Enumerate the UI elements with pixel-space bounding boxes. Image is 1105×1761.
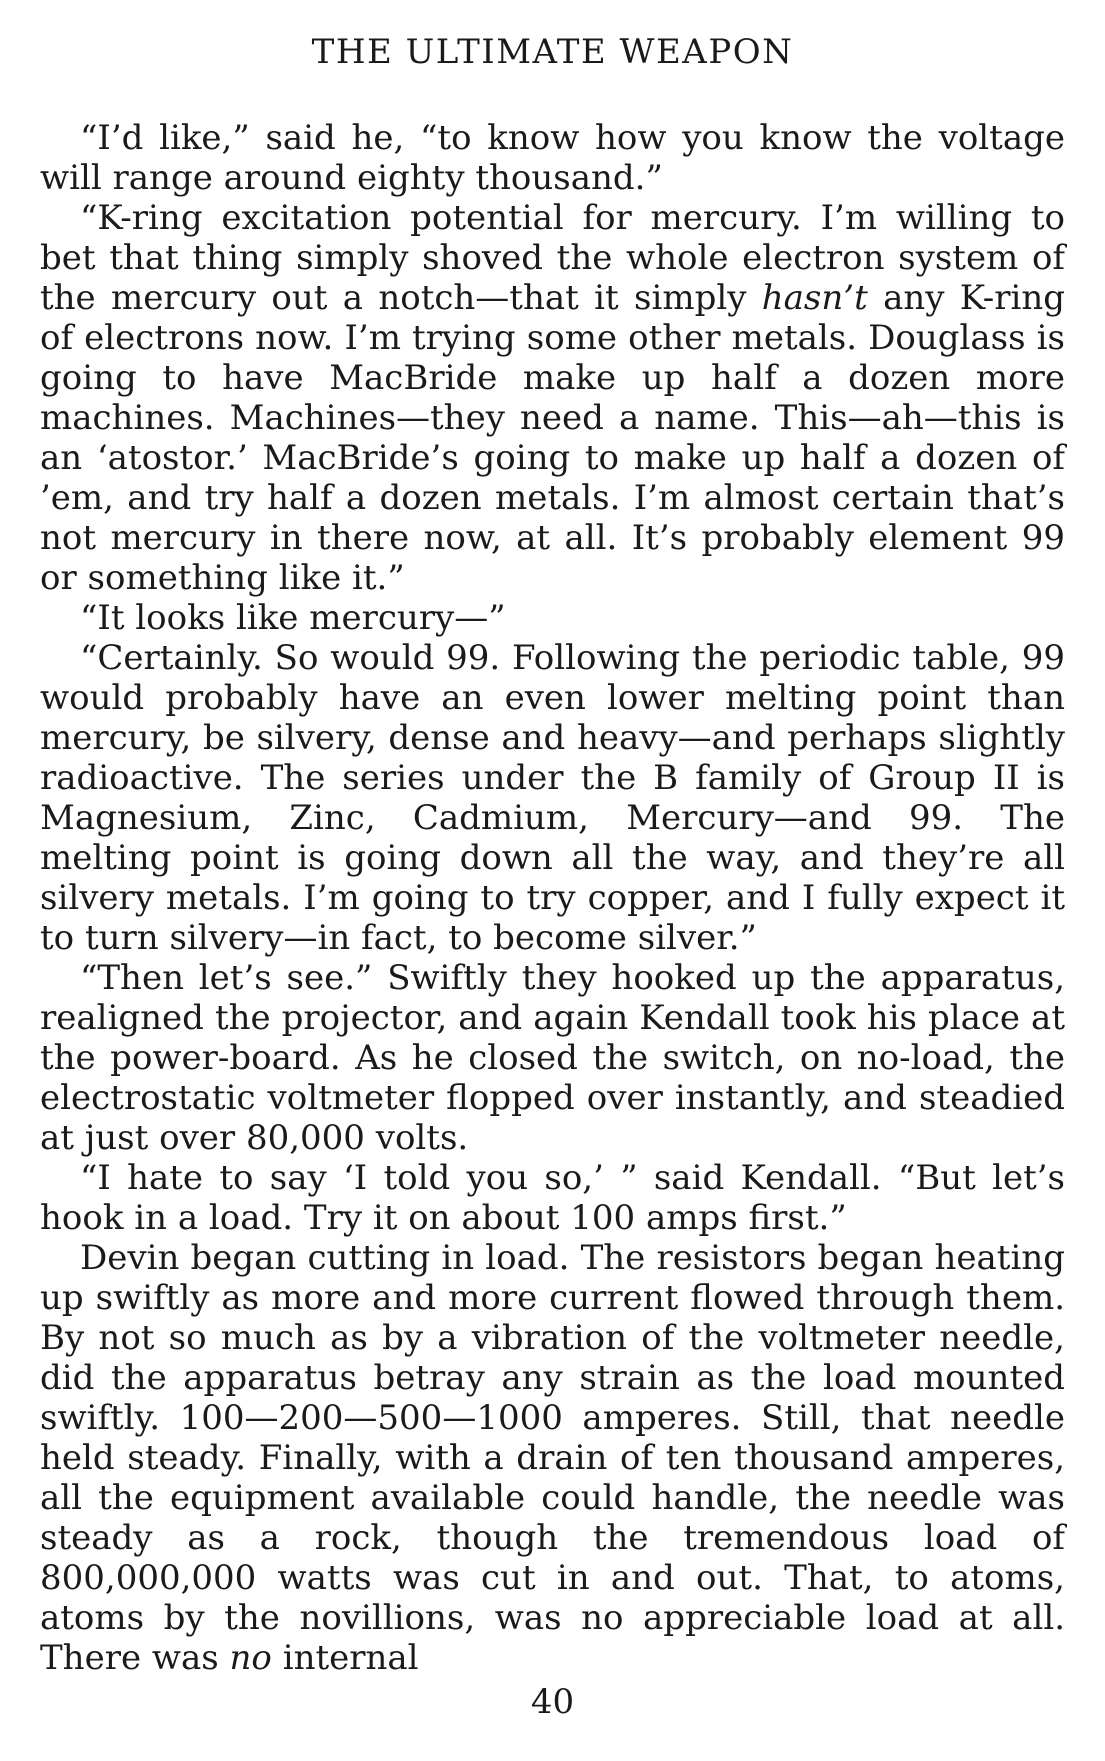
emphasis-text: no [229,1638,272,1678]
paragraph [40,198,1065,598]
paragraph [40,598,1065,638]
paragraph-text: any K-ring of electrons now. I’m trying some other metals. Douglass is going to have MacBride make up half a dozen more machines. Machines—they need a name. This—ah—this is an ‘atostor.’ MacBride’s going to make up half a dozen of ’em, and try half a dozen metals. I’m almost certain that’s not mercury in there now, at all. It’s probably element 99 or something like it.” [40,278,1066,598]
paragraph-text: “I’d like,” said he, “to know how you know the voltage will range around eighty thousand.” [40,118,1065,198]
paragraph-text: “Certainly. So would 99. Following the periodic table, 99 would probably have an even lower melting point than mercury, be silvery, dense and heavy—and perhaps slightly radioactive. The series under the B family of Group II is Magnesium, Zinc, Cadmium, Mercury—and 99. The melting point is going down all the way, and they’re all silvery metals. I’m going to try copper, and I fully expect it to turn silvery—in fact, to become silver.” [40,638,1065,958]
paragraph [40,1158,1065,1238]
page-number: 40 [530,1682,575,1722]
paragraph [40,118,1065,198]
paragraph [40,1238,1065,1678]
running-head: THE ULTIMATE WEAPON [311,32,794,72]
paragraph-text: internal [271,1638,419,1678]
paragraph-text: “It looks like mercury—” [80,598,506,638]
paragraph-text: “Then let’s see.” Swiftly they hooked up the apparatus, realigned the projector, and again Kendall took his place at the power-board. As he closed the switch, on no-load, the electrostatic voltmeter flopped over instantly, and steadied at just over 80,000 volts. [40,958,1065,1158]
paragraph [40,958,1065,1158]
paragraph-text: Devin began cutting in load. The resistors began heating up swiftly as more and more current flowed through them. By not so much as by a vibration of the voltmeter needle, did the apparatus betray any strain as the load mounted swiftly. 100—200—500—1000 amperes. Still, that needle held steady. Finally, with a drain of ten thousand amperes, all the equipment available could handle, the needle was steady as a rock, though the tremendous load of 800,000,000 watts was cut in and out. That, to atoms, atoms by the novillions, was no appreciable load at all. There was [40,1238,1065,1678]
paragraph [40,638,1065,958]
paragraph-text: “I hate to say ‘I told you so,’ ” said Kendall. “But let’s hook in a load. Try it on about 100 amps first.” [40,1158,1065,1238]
paragraph-text: “K-ring excitation potential for mercury. I’m willing to bet that thing simply shoved the whole electron system of the mercury out a notch—that it simply [40,198,1065,318]
body-text [40,118,1065,1678]
emphasis-text: hasn’t [761,278,868,318]
